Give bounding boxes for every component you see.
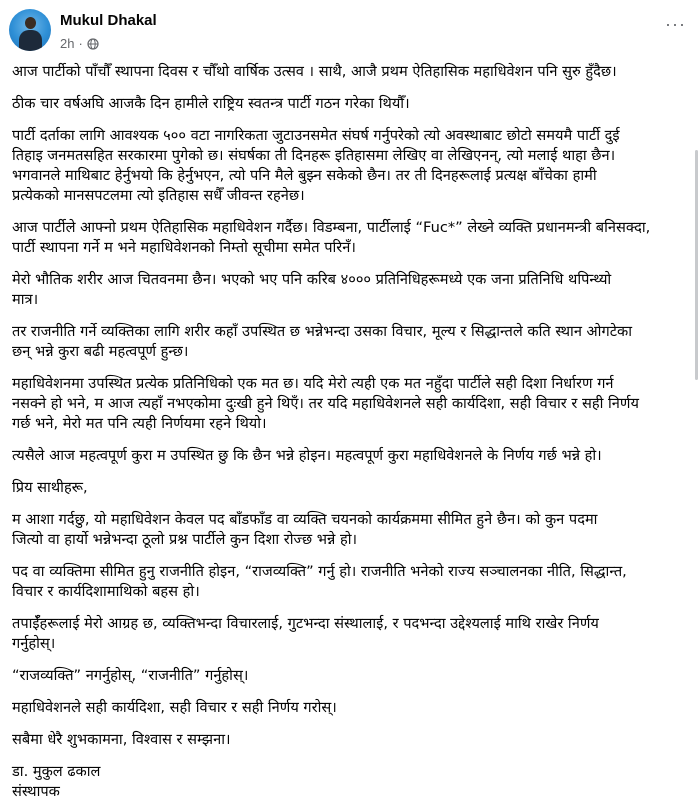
post-timestamp[interactable]: 2h xyxy=(60,36,75,51)
post-paragraph: महाधिवेशनले सही कार्यदिशा, सही विचार र सही निर्णय गरोस्। xyxy=(12,699,337,716)
post-paragraph: “राजव्यक्ति” नगर्नुहोस्, “राजनीति” गर्नुहोस्। xyxy=(12,667,249,684)
scrollbar[interactable] xyxy=(695,150,698,380)
post-paragraph: ठीक चार वर्षअघि आजकै दिन हामीले राष्ट्रिय स्वतन्त्र पार्टी गठन गरेका थियौँ। xyxy=(12,95,410,112)
post-paragraph: तपाईँहरूलाई मेरो आग्रह छ, व्यक्तिभन्दा विचारलाई, गुटभन्दा संस्थालाई, र पदभन्दा उद्देश्यलाई माथि राखेर निर्णय गर्नुहोस्। xyxy=(12,615,599,652)
post-paragraph: पद वा व्यक्तिमा सीमित हुनु राजनीति होइन, “राजव्यक्ति” गर्नु हो। राजनीति भनेको राज्य सञ्चालनका नीति, सिद्धान्त, विचार र कार्यदिशामाथिको बहस हो। xyxy=(12,563,627,600)
post-paragraph: पार्टी दर्ताका लागि आवश्यक ५०० वटा नागरिकता जुटाउनसमेत संघर्ष गर्नुपरेको त्यो अवस्थाबाट छोटो समयमै पार्टी दुई तिहाइ जनमतसहित सरकारमा पुगेको छ। संघर्षका ती दिनहरू इतिहासमा लेखिए वा लेखिएनन्, त्यो मलाई थाहा छैन। भगवानले माथिबाट हेर्नुभयो कि हेर्नुभएन, त्यो पनि मैले बुझ्न सकेको छैन। तर ती दिनहरूलाई प्रत्यक्ष बाँचेका हामी प्रत्येकको मानसपटलमा त्यो इतिहास सधैँ जीवन्त रहनेछ। xyxy=(12,127,620,204)
post-paragraph: प्रिय साथीहरू, xyxy=(12,479,88,496)
avatar-person-head xyxy=(25,17,36,29)
signature-role: संस्थापक xyxy=(12,783,60,800)
post-paragraph: आज पार्टीको पाँचौँ स्थापना दिवस र चौँथो वार्षिक उत्सव । साथै, आजै प्रथम ऐतिहासिक महाधिवेशन पनि सुरु हुँदैछ। xyxy=(12,63,617,80)
post-paragraph: मेरो भौतिक शरीर आज चितवनमा छैन। भएको भए पनि करिब ४००० प्रतिनिधिहरूमध्ये एक जना प्रतिनिधि थपिन्थ्यो मात्र। xyxy=(12,271,612,308)
globe-icon[interactable] xyxy=(87,38,99,50)
avatar[interactable] xyxy=(9,9,51,51)
post-paragraph: सबैमा धेरै शुभकामना, विश्वास र सम्झना। xyxy=(12,731,231,748)
post-header xyxy=(0,0,700,62)
post-body xyxy=(12,62,692,802)
post-paragraph: आज पार्टीले आफ्नो प्रथम ऐतिहासिक महाधिवेशन गर्दैछ। विडम्बना, पार्टीलाई “Fuc*” लेख्ने व्यक्ति प्रधानमन्त्री बनिसक्दा, पार्टी स्थापना गर्ने म भने महाधिवेशनको निम्तो सूचीमा समेत परिनँ। xyxy=(12,219,651,256)
post-paragraph: म आशा गर्दछु, यो महाधिवेशन केवल पद बाँडफाँड वा व्यक्ति चयनको कार्यक्रममा सीमित हुने छैन। को कुन पदमा जित्यो वा हार्यो भन्नेभन्दा ठूलो प्रश्न पार्टीले कुन दिशा रोज्छ भन्ने हो। xyxy=(12,511,598,548)
post-meta xyxy=(60,36,99,51)
post-paragraph: तर राजनीति गर्ने व्यक्तिका लागि शरीर कहाँ उपस्थित छ भन्नेभन्दा उसका विचार, मूल्य र सिद्धान्तले कति स्थान ओगटेका छन् भन्ने कुरा बढी महत्वपूर्ण हुन्छ। xyxy=(12,323,633,360)
meta-separator: · xyxy=(78,36,83,51)
post-paragraph: महाधिवेशनमा उपस्थित प्रत्येक प्रतिनिधिको एक मत छ। यदि मेरो त्यही एक मत नहुँदा पार्टीले सही दिशा निर्धारण गर्न नसक्ने हो भने, म आज त्यहाँ नभएकोमा दुःखी हुने थिएँ। तर यदि महाधिवेशनले सही कार्यदिशा, सही विचार र सही निर्णय गर्छ भने, मेरो मत पनि त्यही निर्णयमा रहने थियो। xyxy=(12,375,639,432)
post-paragraph: त्यसैले आज महत्वपूर्ण कुरा म उपस्थित छु कि छैन भन्ने होइन। महत्वपूर्ण कुरा महाधिवेशनले के निर्णय गर्छ भन्ने हो। xyxy=(12,447,602,464)
author-name-link[interactable]: Mukul Dhakal xyxy=(60,12,157,29)
more-options-button[interactable]: ··· xyxy=(665,14,686,34)
signature-name: डा. मुकुल ढकाल xyxy=(12,763,101,780)
avatar-person-body xyxy=(19,30,42,51)
